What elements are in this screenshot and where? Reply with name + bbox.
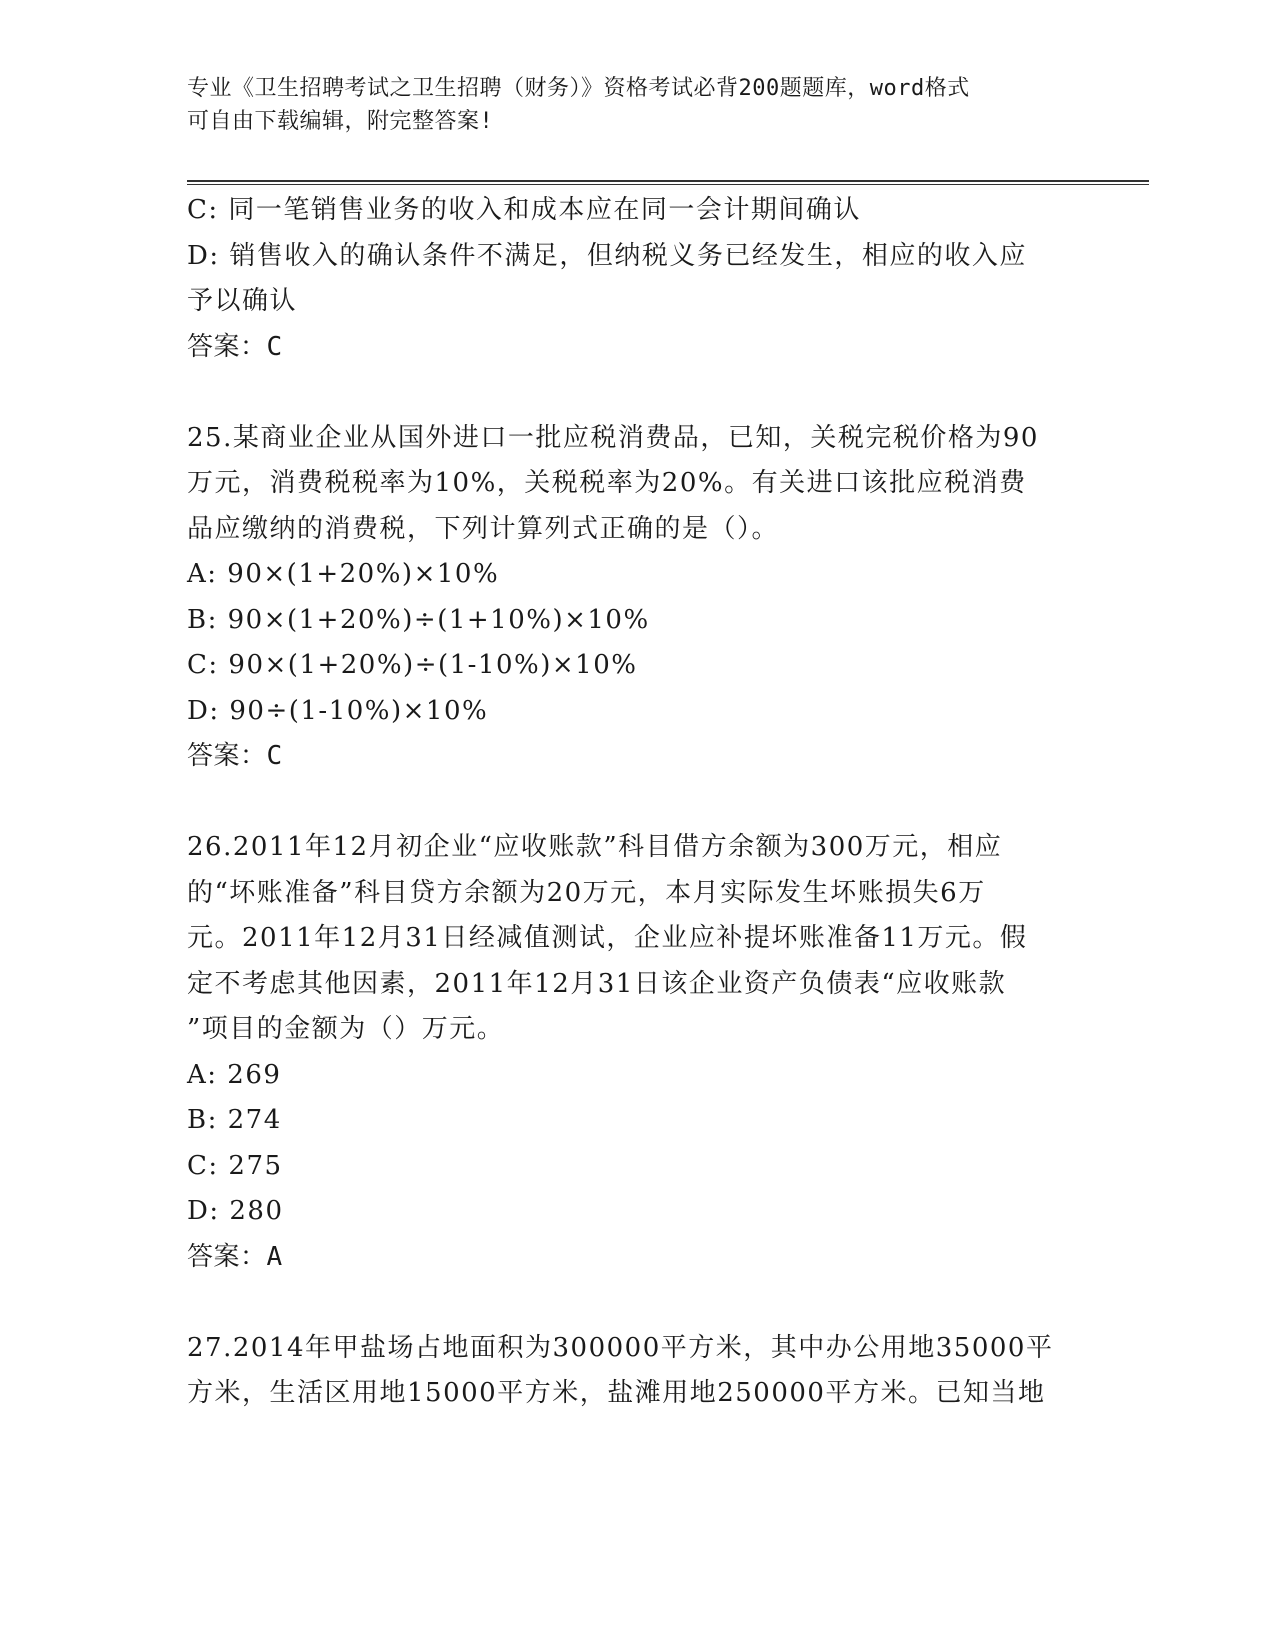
question-stem-line-2: 方米，生活区用地15000平方米，盐滩用地250000平方米。已知当地 xyxy=(187,1378,1046,1408)
answer: 答案：C xyxy=(187,331,283,362)
option-a: A: 90×(1+20%)×10% xyxy=(187,559,500,589)
option-d-line-2: 予以确认 xyxy=(187,286,298,316)
option-d: D: 280 xyxy=(187,1196,284,1226)
question-stem-line-1: 25.某商业企业从国外进口一批应税消费品，已知，关税完税价格为90 xyxy=(187,422,1039,453)
question-25 xyxy=(187,416,1087,780)
question-stem-line-1: 26.2011年12月初企业“应收账款”科目借方余额为300万元，相应 xyxy=(187,832,1003,862)
option-b: B: 274 xyxy=(187,1105,282,1135)
option-b: B: 90×(1+20%)÷(1+10%)×10% xyxy=(187,604,650,635)
question-27 xyxy=(187,1326,1087,1417)
answer: 答案：C xyxy=(187,741,283,771)
header-line-2: 可自由下载编辑，附完整答案! xyxy=(187,109,494,134)
question-26 xyxy=(187,825,1087,1280)
option-c: C: 275 xyxy=(187,1150,283,1181)
option-a: A: 269 xyxy=(187,1059,282,1090)
spacer xyxy=(187,370,1087,416)
question-stem-line-3: 品应缴纳的消费税，下列计算列式正确的是（）。 xyxy=(187,513,780,544)
question-stem-line-2: 万元，消费税税率为10%，关税税率为20%。有关进口该批应税消费 xyxy=(187,468,1027,498)
spacer xyxy=(187,780,1087,826)
question-stem-line-3: 元。2011年12月31日经减值测试，企业应补提坏账准备11万元。假 xyxy=(187,923,1028,953)
option-c: C: 同一笔销售业务的收入和成本应在同一会计期间确认 xyxy=(187,195,861,225)
header-line-1: 专业《卫生招聘考试之卫生招聘（财务）》资格考试必背200题题库，word格式 xyxy=(187,76,970,101)
option-c: C: 90×(1+20%)÷(1-10%)×10% xyxy=(187,650,638,680)
answer: 答案：A xyxy=(187,1241,283,1272)
question-stem-line-1: 27.2014年甲盐场占地面积为300000平方米，其中办公用地35000平 xyxy=(187,1332,1054,1363)
option-d-line-1: D: 销售收入的确认条件不满足，但纳税义务已经发生，相应的收入应 xyxy=(187,240,1027,271)
spacer xyxy=(187,1280,1087,1326)
option-d: D: 90÷(1-10%)×10% xyxy=(187,695,489,726)
question-content xyxy=(187,188,1087,1417)
header-divider xyxy=(187,180,1149,185)
question-stem-line-5: ”项目的金额为（）万元。 xyxy=(187,1014,505,1044)
question-24 xyxy=(187,188,1087,370)
question-stem-line-4: 定不考虑其他因素，2011年12月31日该企业资产负债表“应收账款 xyxy=(187,968,1007,999)
page-header xyxy=(187,72,1067,138)
question-stem-line-2: 的“坏账准备”科目贷方余额为20万元，本月实际发生坏账损失6万 xyxy=(187,877,986,908)
